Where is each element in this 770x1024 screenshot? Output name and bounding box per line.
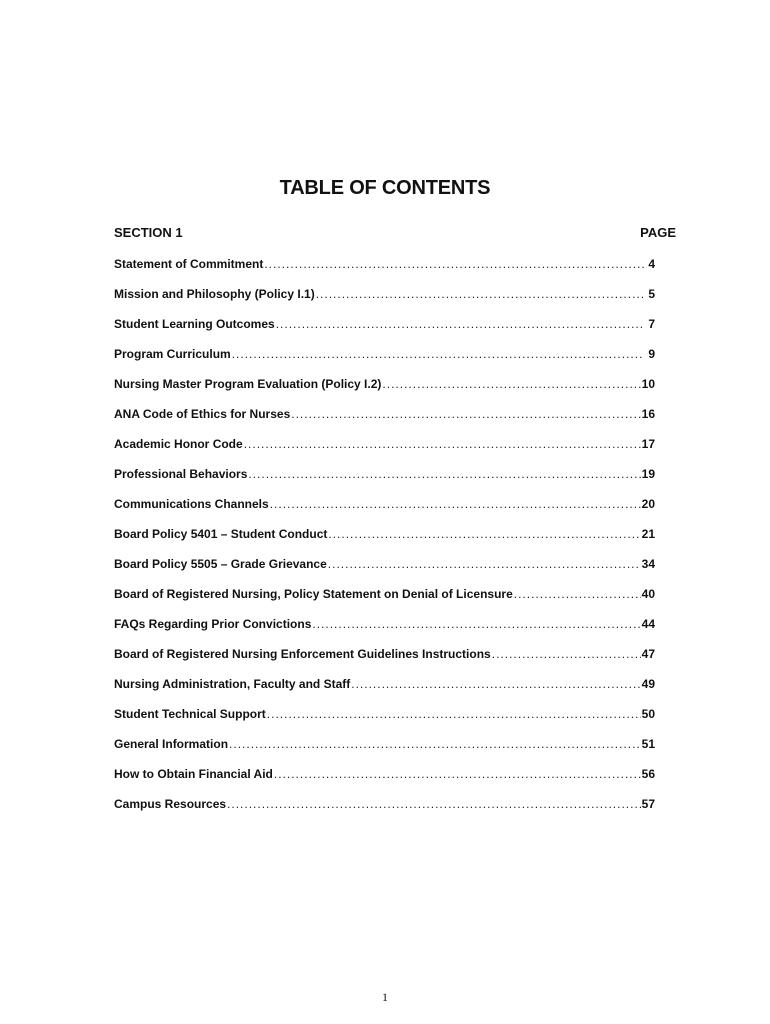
- toc-entry-page: 5: [648, 287, 655, 301]
- toc-entry-page: 7: [648, 317, 655, 331]
- toc-entry: [114, 677, 655, 707]
- toc-entry-title: Board of Registered Nursing Enforcement Guidelines Instructions: [114, 647, 491, 661]
- toc-entry-title: How to Obtain Financial Aid: [114, 767, 273, 781]
- toc-entry-title: Board Policy 5401 – Student Conduct: [114, 527, 328, 541]
- toc-entry-title: Board of Registered Nursing, Policy Statement on Denial of Licensure: [114, 587, 513, 601]
- toc-dot-leader: [351, 677, 640, 691]
- toc-entry: [114, 587, 655, 617]
- toc-dot-leader: [232, 347, 644, 361]
- toc-dot-leader: [244, 437, 641, 451]
- toc-dot-leader: [248, 467, 640, 481]
- toc-entry-title: Mission and Philosophy (Policy I.1): [114, 287, 315, 301]
- toc-entry-page: 49: [641, 677, 655, 691]
- toc-dot-leader: [382, 377, 640, 391]
- page-column-label: PAGE: [640, 225, 676, 240]
- toc-entry: [114, 767, 655, 797]
- toc-entry-title: Nursing Administration, Faculty and Staff: [114, 677, 351, 691]
- toc-entry: [114, 467, 655, 497]
- toc-entry-title: General Information: [114, 737, 229, 751]
- toc-entry-title: Campus Resources: [114, 797, 227, 811]
- section-header: [114, 225, 676, 243]
- toc-entry-page: 40: [641, 587, 655, 601]
- toc-entry: [114, 527, 655, 557]
- toc-entry: [114, 317, 655, 347]
- toc-entry-page: 21: [641, 527, 655, 541]
- toc-entry-page: 16: [641, 407, 655, 421]
- toc-entry-page: 19: [641, 467, 655, 481]
- toc-entry-title: Student Learning Outcomes: [114, 317, 275, 331]
- toc-entry-page: 20: [641, 497, 655, 511]
- toc-dot-leader: [276, 317, 644, 331]
- toc-entry: [114, 707, 655, 737]
- toc-entry-title: Student Technical Support: [114, 707, 266, 721]
- toc-entry-page: 17: [641, 437, 655, 451]
- toc-entry-page: 4: [648, 257, 655, 271]
- toc-entry: [114, 737, 655, 767]
- toc-entry-title: Program Curriculum: [114, 347, 231, 361]
- toc-entry-page: 47: [641, 647, 655, 661]
- toc-dot-leader: [312, 617, 640, 631]
- toc-entry: [114, 407, 655, 437]
- toc-dot-leader: [270, 497, 641, 511]
- toc-entry-page: 44: [641, 617, 655, 631]
- table-of-contents: [114, 257, 655, 827]
- toc-dot-leader: [229, 737, 641, 751]
- toc-entry: [114, 347, 655, 377]
- toc-dot-leader: [514, 587, 641, 601]
- toc-dot-leader: [267, 707, 641, 721]
- toc-dot-leader: [328, 557, 641, 571]
- toc-entry: [114, 437, 655, 467]
- toc-entry-title: Statement of Commitment: [114, 257, 264, 271]
- toc-entry: [114, 647, 655, 677]
- toc-dot-leader: [274, 767, 641, 781]
- toc-entry-title: Professional Behaviors: [114, 467, 248, 481]
- toc-entry-title: Board Policy 5505 – Grade Grievance: [114, 557, 327, 571]
- toc-dot-leader: [291, 407, 640, 421]
- toc-entry: [114, 497, 655, 527]
- page-title: TABLE OF CONTENTS: [279, 177, 491, 199]
- toc-dot-leader: [492, 647, 641, 661]
- toc-entry: [114, 617, 655, 647]
- section-label: SECTION 1: [114, 225, 183, 240]
- toc-entry-title: Nursing Master Program Evaluation (Policy I.2): [114, 377, 382, 391]
- toc-entry-title: ANA Code of Ethics for Nurses: [114, 407, 291, 421]
- toc-entry: [114, 377, 655, 407]
- toc-entry-page: 57: [641, 797, 655, 811]
- toc-dot-leader: [328, 527, 640, 541]
- toc-entry-page: 10: [641, 377, 655, 391]
- toc-entry-title: Academic Honor Code: [114, 437, 243, 451]
- toc-entry-page: 34: [641, 557, 655, 571]
- footer-page-number: 1: [382, 990, 388, 1004]
- toc-entry-page: 56: [641, 767, 655, 781]
- toc-entry-title: FAQs Regarding Prior Convictions: [114, 617, 312, 631]
- toc-dot-leader: [264, 257, 644, 271]
- toc-entry: [114, 797, 655, 827]
- toc-entry-title: Communications Channels: [114, 497, 269, 511]
- toc-entry-page: 50: [641, 707, 655, 721]
- toc-dot-leader: [316, 287, 644, 301]
- toc-entry-page: 51: [641, 737, 655, 751]
- toc-entry: [114, 257, 655, 287]
- toc-entry: [114, 287, 655, 317]
- toc-entry-page: 9: [648, 347, 655, 361]
- toc-dot-leader: [227, 797, 641, 811]
- toc-entry: [114, 557, 655, 587]
